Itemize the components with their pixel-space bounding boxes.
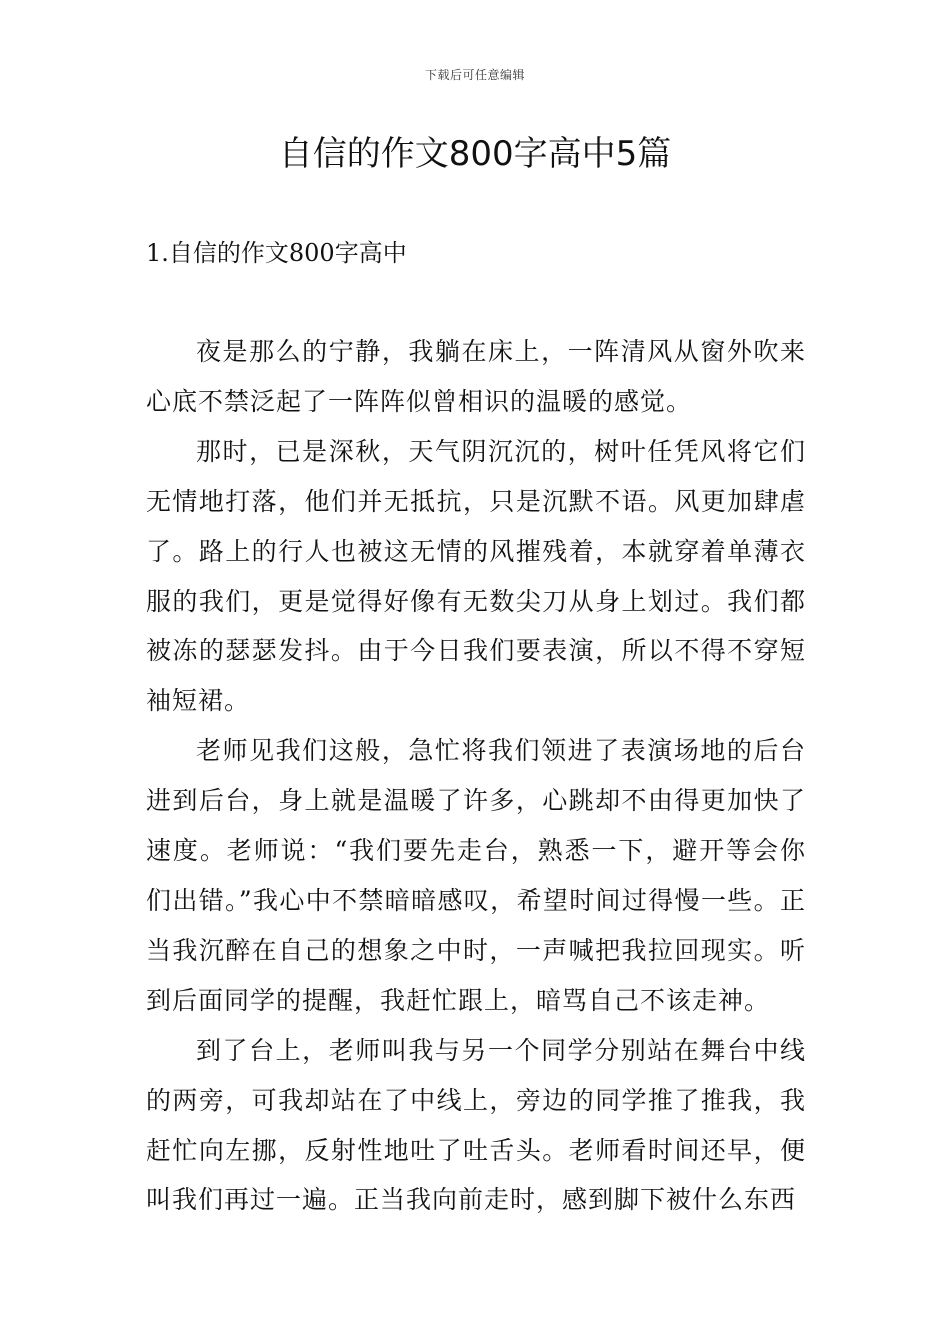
paragraph-1: 夜是那么的宁静，我躺在床上，一阵清风从窗外吹来心底不禁泛起了一阵阵似曾相识的温暖的感觉。 xyxy=(146,337,806,416)
paragraph-4: 到了台上，老师叫我与另一个同学分别站在舞台中线的两旁，可我却站在了中线上，旁边的同学推了推我，我赶忙向左挪，反射性地吐了吐舌头。老师看时间还早，便叫我们再过一遍。正当我向前走时，感到脚下被什么东西 xyxy=(146,1035,806,1215)
article-body xyxy=(146,327,806,1225)
document-title: 自信的作文800字高中5篇 xyxy=(278,134,672,174)
paragraph-2: 那时，已是深秋，天气阴沉沉的，树叶任凭风将它们无情地打落，他们并无抵抗，只是沉默不语。风更加肆虐了。路上的行人也被这无情的风摧残着，本就穿着单薄衣服的我们，更是觉得好像有无数尖刀从身上划过。我们都被冻的瑟瑟发抖。由于今日我们要表演，所以不得不穿短袖短裙。 xyxy=(146,436,806,716)
header-note: 下载后可任意编辑 xyxy=(424,68,525,82)
paragraph-3: 老师见我们这般，急忙将我们领进了表演场地的后台进到后台，身上就是温暖了许多，心跳却不由得更加快了速度。老师说：“我们要先走台，熟悉一下，避开等会你们出错。”我心中不禁暗暗感叹，希望时间过得慢一些。正当我沉醉在自己的想象之中时，一声喊把我拉回现实。听到后面同学的提醒，我赶忙跟上，暗骂自己不该走神。 xyxy=(146,736,806,1015)
section-heading: 1.自信的作文800字高中 xyxy=(146,239,407,267)
